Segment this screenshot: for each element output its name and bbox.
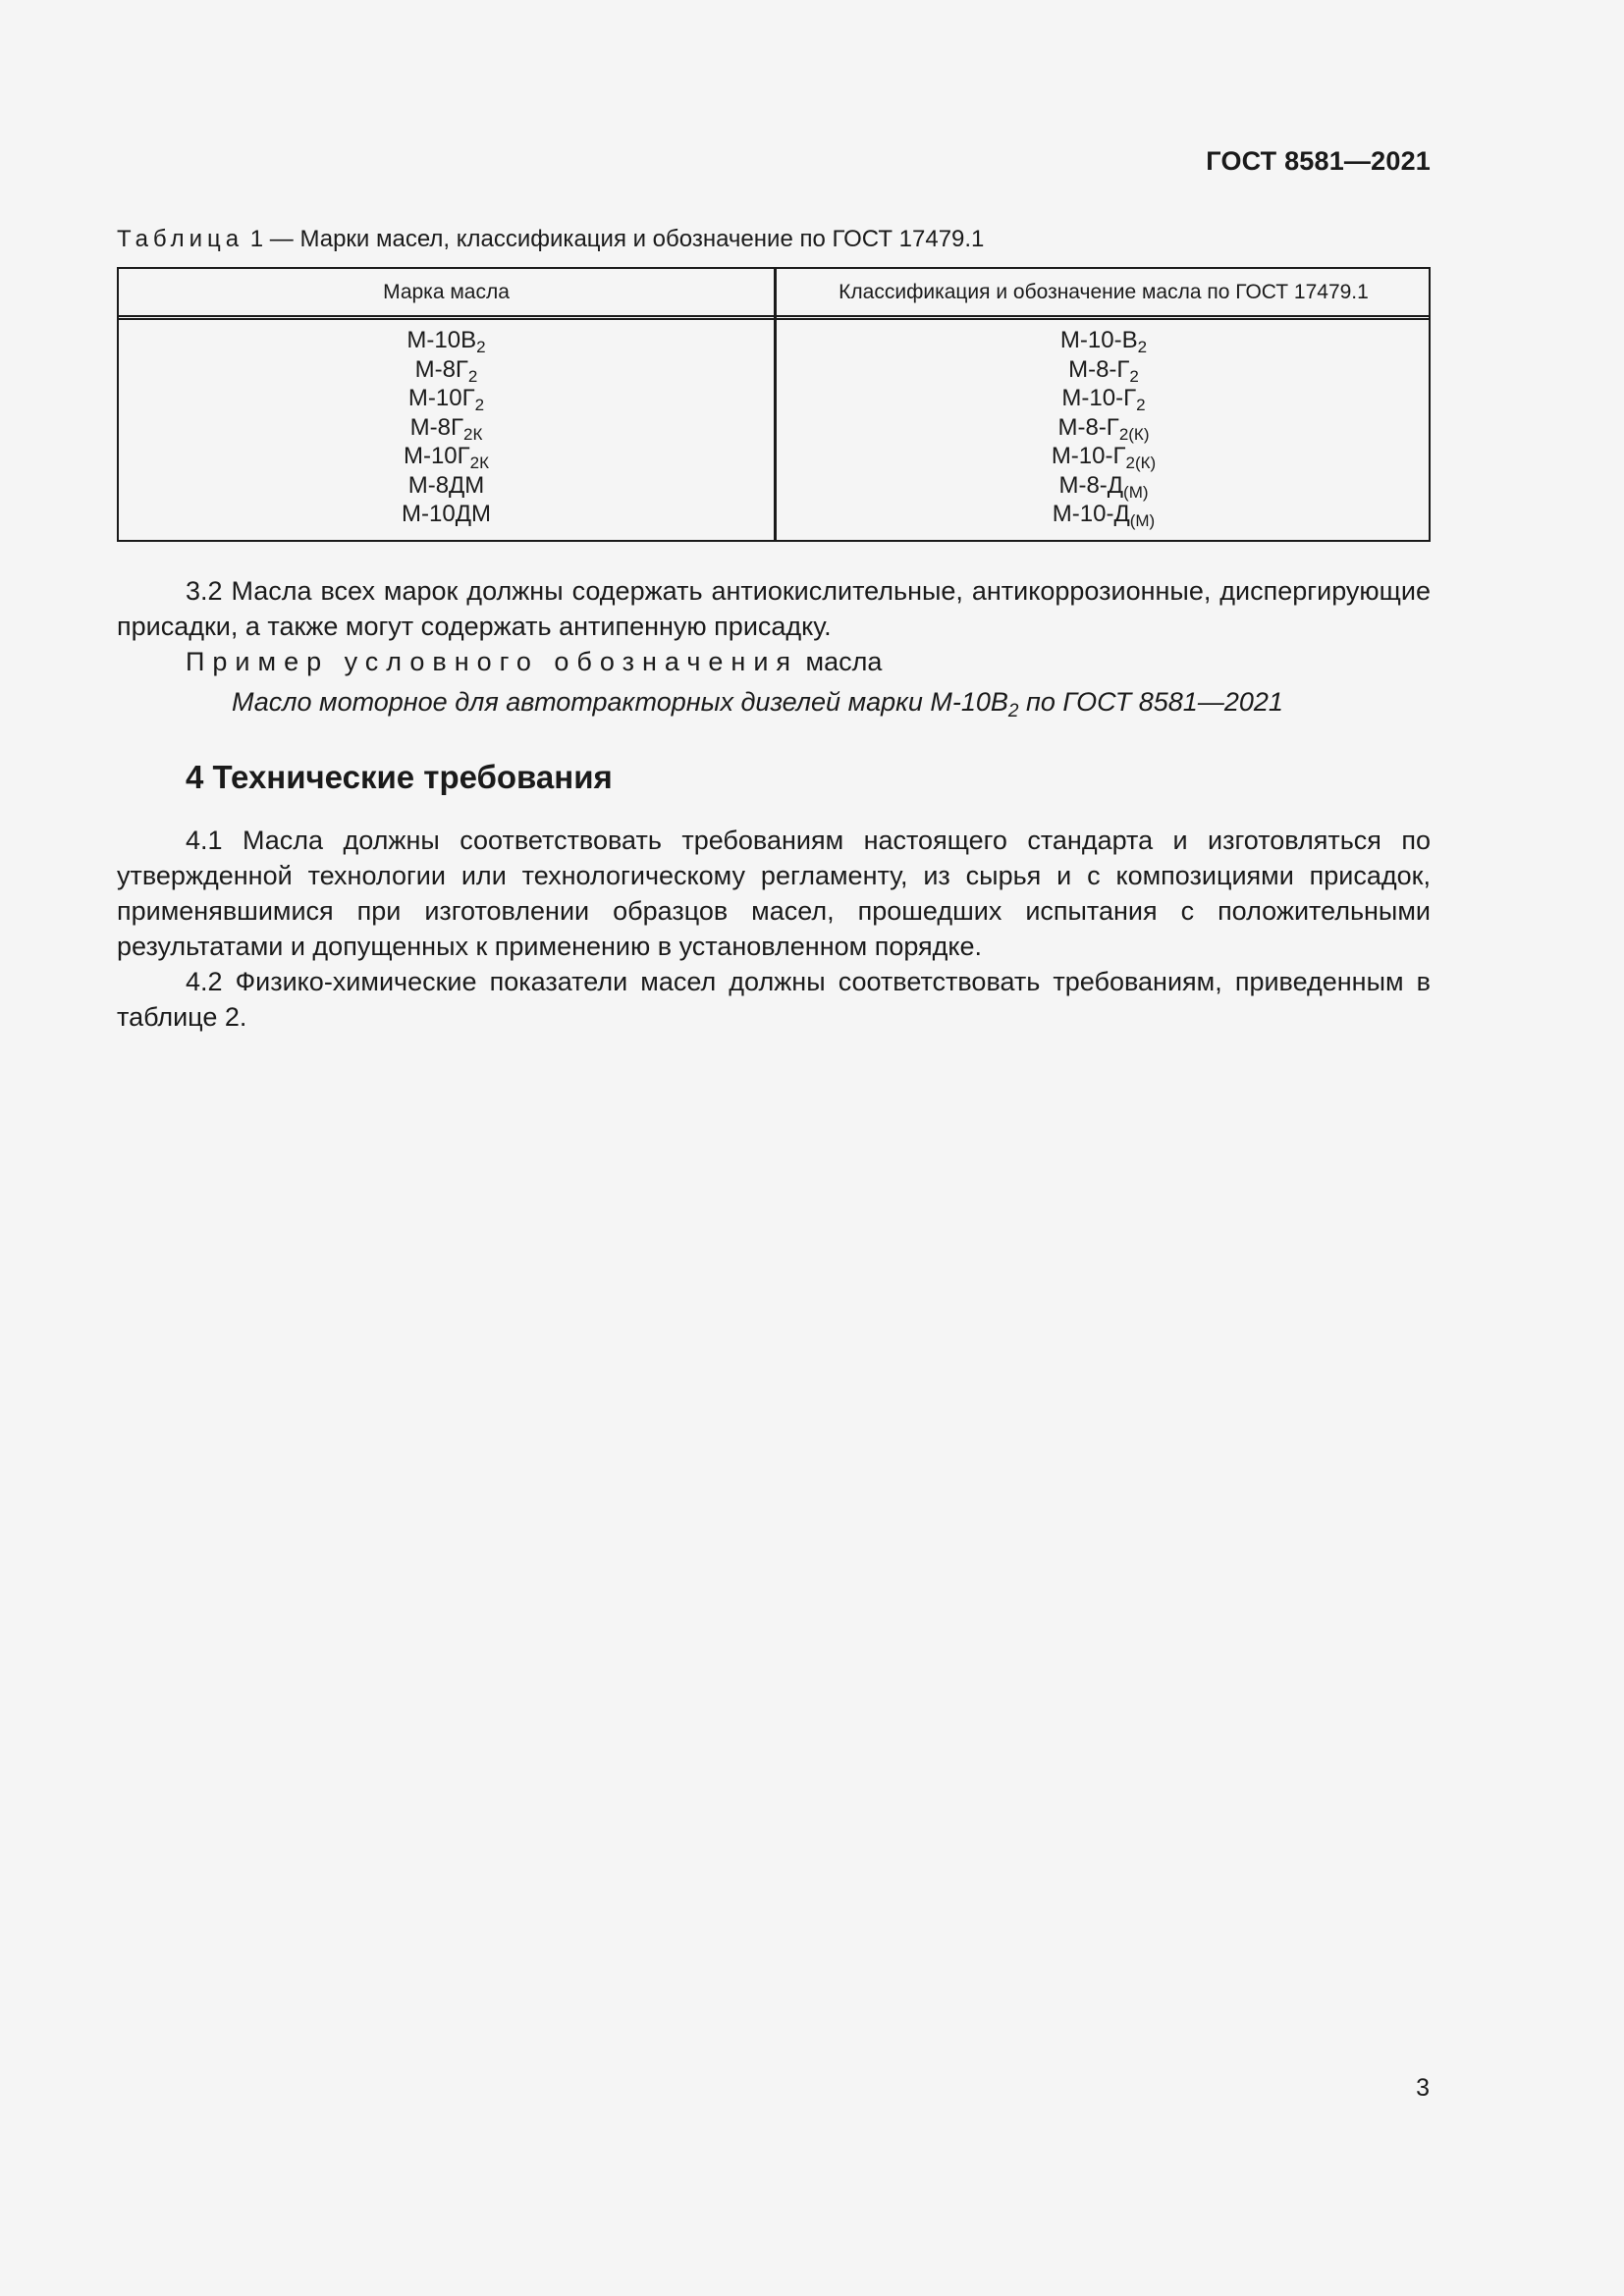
column-header-classification: Классификация и обозначение масла по ГОСТ 17479.1 bbox=[839, 280, 1369, 303]
classification-cell bbox=[1053, 502, 1155, 531]
table-header-row bbox=[119, 269, 1429, 320]
classification-cell-subscript: 2(К) bbox=[1125, 454, 1157, 472]
classification-cell bbox=[1068, 357, 1139, 387]
example-label-suffix: масла bbox=[798, 647, 883, 676]
brand-cell-text: М-8Г bbox=[409, 413, 463, 441]
example-designation bbox=[232, 684, 1283, 720]
brand-cell-text: М-10Г bbox=[403, 443, 470, 469]
classification-cell-text: М-10-Д bbox=[1052, 501, 1130, 527]
column-header-brand: Марка масла bbox=[383, 280, 510, 303]
brand-cell-subscript: 2 bbox=[476, 338, 486, 356]
table-caption-label: Таблица bbox=[117, 226, 244, 252]
brand-cell bbox=[404, 444, 489, 473]
classification-cell-subscript: 2(К) bbox=[1118, 424, 1150, 444]
brand-cell bbox=[415, 357, 478, 387]
brand-cell-text: М-8Г bbox=[414, 355, 468, 383]
section-4-title: 4 Технические требования bbox=[186, 759, 613, 795]
classification-cell bbox=[1057, 415, 1149, 445]
brand-cell bbox=[408, 386, 484, 415]
brand-cell-subscript: 2 bbox=[474, 396, 485, 414]
brand-cell bbox=[402, 502, 491, 531]
brand-cell bbox=[408, 473, 485, 503]
classification-cell-text: М-10-Г bbox=[1061, 385, 1137, 411]
classification-cell bbox=[1061, 386, 1145, 415]
brands-column bbox=[119, 328, 774, 531]
example-text-standard: по ГОСТ 8581—2021 bbox=[1018, 687, 1283, 717]
table-caption bbox=[117, 226, 984, 253]
classification-cell-text: М-8-Г bbox=[1068, 355, 1130, 383]
example-text-main: Масло моторное для автотракторных дизелей марки М-10В bbox=[232, 687, 1008, 717]
paragraph-4-2: 4.2 Физико-химические показатели масел должны соответствовать требованиям, приведенным в таблице 2. bbox=[117, 967, 1431, 1032]
classification-cell-text: М-8-Г bbox=[1057, 413, 1119, 441]
page-number: 3 bbox=[1416, 2074, 1430, 2102]
classification-cell-subscript: (М) bbox=[1129, 511, 1156, 530]
classification-cell-subscript: (М) bbox=[1123, 482, 1149, 502]
classification-cell bbox=[1058, 473, 1148, 503]
example-label-spaced: Пример условного обозначения bbox=[186, 647, 799, 676]
example-label bbox=[186, 644, 882, 679]
brand-cell-subscript: 2К bbox=[469, 454, 490, 472]
brand-cell-text: М-10ДМ bbox=[402, 501, 491, 527]
brand-cell-text: М-10Г bbox=[407, 385, 475, 411]
brand-cell bbox=[410, 415, 483, 445]
classification-cell bbox=[1052, 444, 1156, 473]
brand-cell-text: М-8ДМ bbox=[407, 471, 485, 499]
classification-cell-text: М-10-В bbox=[1059, 327, 1138, 353]
classification-cell-text: М-8-Д bbox=[1058, 471, 1124, 499]
classification-cell-text: М-10-Г bbox=[1051, 443, 1126, 469]
document-id: ГОСТ 8581—2021 bbox=[1206, 146, 1431, 176]
classification-cell-subscript: 2 bbox=[1129, 366, 1139, 386]
brand-cell bbox=[406, 328, 485, 357]
classifications-column bbox=[777, 328, 1431, 531]
oil-brands-table bbox=[117, 267, 1431, 542]
paragraph-3-2: 3.2 Масла всех марок должны содержать антиокислительные, антикоррозионные, диспергирующие присадки, а также могут содержать антипенную присадку. bbox=[117, 576, 1431, 641]
table-caption-text: 1 — Марки масел, классификация и обозначение по ГОСТ 17479.1 bbox=[244, 226, 985, 252]
example-text-subscript: 2 bbox=[1007, 701, 1019, 721]
classification-cell-subscript: 2 bbox=[1137, 338, 1148, 356]
classification-cell bbox=[1060, 328, 1147, 357]
classification-cell-subscript: 2 bbox=[1136, 396, 1146, 414]
paragraph-4-1: 4.1 Масла должны соответствовать требованиям настоящего стандарта и изготовляться по утвержденной технологии или технологическому регламенту, из сырья и с композициями присадок, применявшимися при изготовлении образцов масел, прошедших испытания с положительными результатами и допущенных к применению в установленном порядке. bbox=[117, 826, 1431, 961]
brand-cell-subscript: 2 bbox=[467, 366, 478, 386]
brand-cell-text: М-10В bbox=[406, 327, 477, 353]
brand-cell-subscript: 2К bbox=[462, 424, 483, 444]
